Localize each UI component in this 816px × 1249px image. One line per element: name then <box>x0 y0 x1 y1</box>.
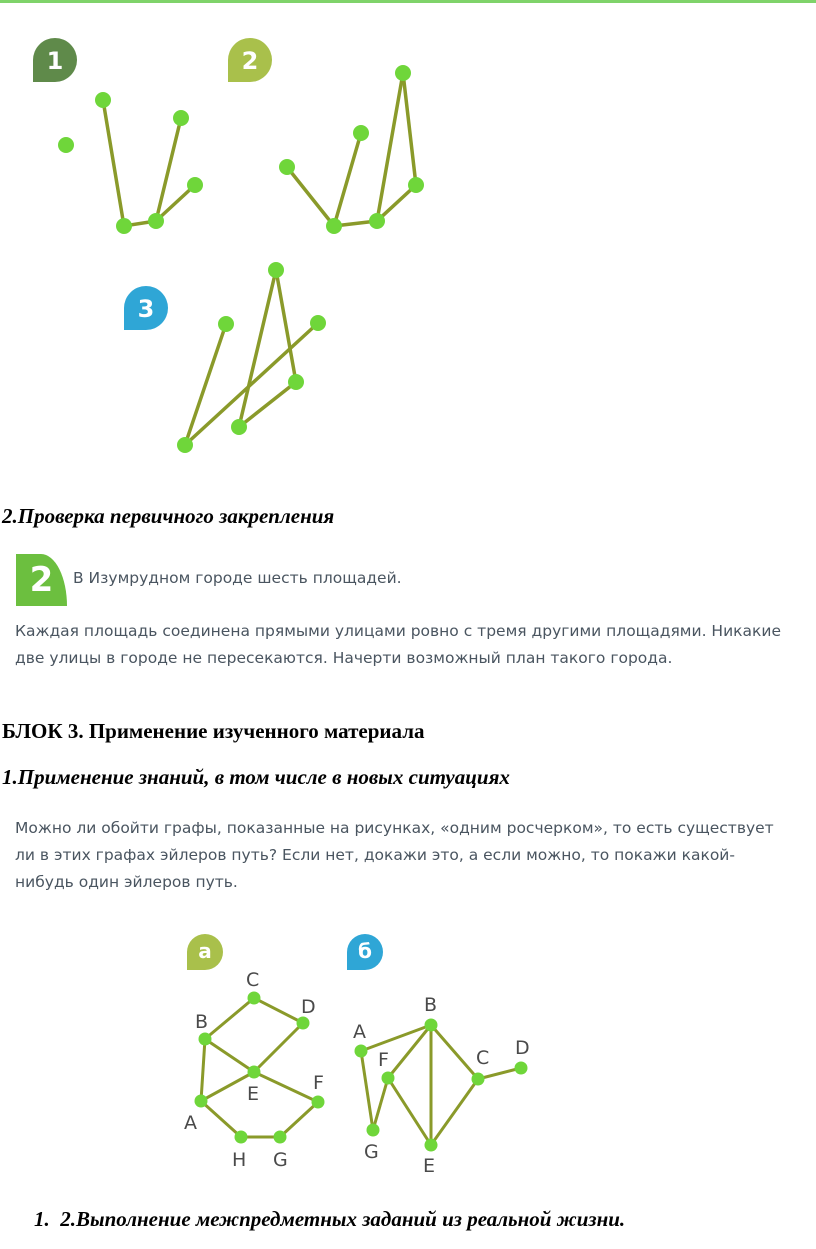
graph-b-edge <box>388 1078 431 1145</box>
practice-heading-title: 2.Выполнение межпредметных заданий из реальной жизни. <box>60 1207 626 1231</box>
graph1-vertex <box>116 218 132 234</box>
graph3-vertex <box>231 419 247 435</box>
euler-task-text: Можно ли обойти графы, показанные на рисунках, «одним росчерком», то есть существует ли в этих графах эйлеров путь? Если нет, докажи это, а если можно, то покажи какой-нибудь один эйлеров путь. <box>15 819 774 891</box>
euler-graphs-figure <box>0 920 816 1180</box>
graph-b-edge <box>373 1078 388 1130</box>
badge-a-label: а <box>198 939 212 963</box>
graph2-vertex <box>369 213 385 229</box>
graph1-vertex <box>173 110 189 126</box>
graph1-vertex <box>148 213 164 229</box>
graph-b-label-b: B <box>424 994 438 1016</box>
graph-b-vertex-c <box>472 1073 485 1086</box>
graph-a-vertex-f <box>312 1096 325 1109</box>
graph3-vertex <box>268 262 284 278</box>
graph-a-label-d: D <box>301 996 316 1018</box>
graph-a-edge <box>280 1102 318 1137</box>
graph-b-vertex-g <box>367 1124 380 1137</box>
graph2-vertex <box>353 125 369 141</box>
graph-b-vertex-f <box>382 1072 395 1085</box>
graph3-vertex <box>310 315 326 331</box>
graph-a-vertex-b <box>199 1033 212 1046</box>
graph-a-edge <box>205 998 254 1039</box>
graph3-vertex <box>218 316 234 332</box>
graph2-edge <box>334 133 361 226</box>
graph-a-edge <box>205 1039 254 1072</box>
graph-a-vertex-c <box>248 992 261 1005</box>
graph-a-edge <box>254 1023 303 1072</box>
graph-a-edge <box>254 998 303 1023</box>
graph-b-label-f: F <box>378 1049 389 1071</box>
graph-a-vertex-g <box>274 1131 287 1144</box>
graph-b-label-d: D <box>515 1037 530 1059</box>
graph1-edge <box>103 100 124 226</box>
graph2-vertex <box>395 65 411 81</box>
graph3-vertex <box>177 437 193 453</box>
graphs-figure-top <box>0 0 816 470</box>
graph-b-label-c: C <box>476 1047 490 1069</box>
task-2-badge: 2 <box>16 554 67 606</box>
graph-a-vertex-d <box>297 1017 310 1030</box>
graph3-edge <box>276 270 296 382</box>
badge-a <box>187 934 223 970</box>
graph3-vertex <box>288 374 304 390</box>
practice-heading-number: 1. <box>34 1207 50 1231</box>
graph1-vertex <box>187 177 203 193</box>
graph-b-label-a: A <box>353 1021 366 1043</box>
graph1-vertex <box>58 137 74 153</box>
task-2-intro: В Изумрудном городе шесть площадей. <box>73 569 402 587</box>
block-3-heading: БЛОК 3. Применение изученного материала <box>2 719 425 743</box>
graph2-edge <box>287 167 334 226</box>
badge-3 <box>124 286 168 330</box>
graph-a-label-f: F <box>313 1072 324 1094</box>
graph-a-edge <box>201 1101 241 1137</box>
graph2-vertex <box>408 177 424 193</box>
graph2-vertex <box>326 218 342 234</box>
block-3-subheading: 1.Применение знаний, в том числе в новых ситуациях <box>2 765 510 789</box>
graph-a-label-h: H <box>232 1149 247 1171</box>
graph-a-vertex-e <box>248 1066 261 1079</box>
graph-a-label-b: B <box>195 1011 209 1033</box>
graph2-edge <box>403 73 416 185</box>
graph-b-edge <box>361 1051 373 1130</box>
graph-b-vertex-e <box>425 1139 438 1152</box>
graph-a-label-a: A <box>184 1112 197 1134</box>
badge-b-label: б <box>358 939 372 963</box>
badge-1-label: 1 <box>46 47 64 75</box>
graph-b-vertex-a <box>355 1045 368 1058</box>
badge-1 <box>33 38 77 82</box>
graph-b-edge <box>431 1079 478 1145</box>
graph-b-label-g: G <box>364 1141 379 1163</box>
badge-b <box>347 934 383 970</box>
graph-a-edge <box>201 1039 205 1101</box>
task-2-text: Каждая площадь соединена прямыми улицами ровно с тремя другими площадями. Никакие две улицы в городе не пересекаются. Начерти возможный план такого города. <box>15 622 781 667</box>
badge-3-label: 3 <box>137 295 155 323</box>
graph1-edge <box>156 118 181 221</box>
graph-a-edge <box>254 1072 318 1102</box>
graph-b-edge <box>431 1025 478 1079</box>
graph-a-vertex-h <box>235 1131 248 1144</box>
section-check-heading: 2.Проверка первичного закрепления <box>2 504 335 528</box>
graph-a-label-g: G <box>273 1149 288 1171</box>
badge-2 <box>228 38 272 82</box>
graph-b-vertex-d <box>515 1062 528 1075</box>
graph2-vertex <box>279 159 295 175</box>
practice-heading <box>34 1207 625 1232</box>
graph-a-label-c: C <box>246 969 260 991</box>
graph-b-edge <box>478 1068 521 1079</box>
graph-b-label-e: E <box>423 1155 436 1177</box>
graph1-vertex <box>95 92 111 108</box>
graph-b-vertex-b <box>425 1019 438 1032</box>
graph-a-vertex-a <box>195 1095 208 1108</box>
graph-a-label-e: E <box>247 1083 260 1105</box>
badge-2-label: 2 <box>241 47 259 75</box>
